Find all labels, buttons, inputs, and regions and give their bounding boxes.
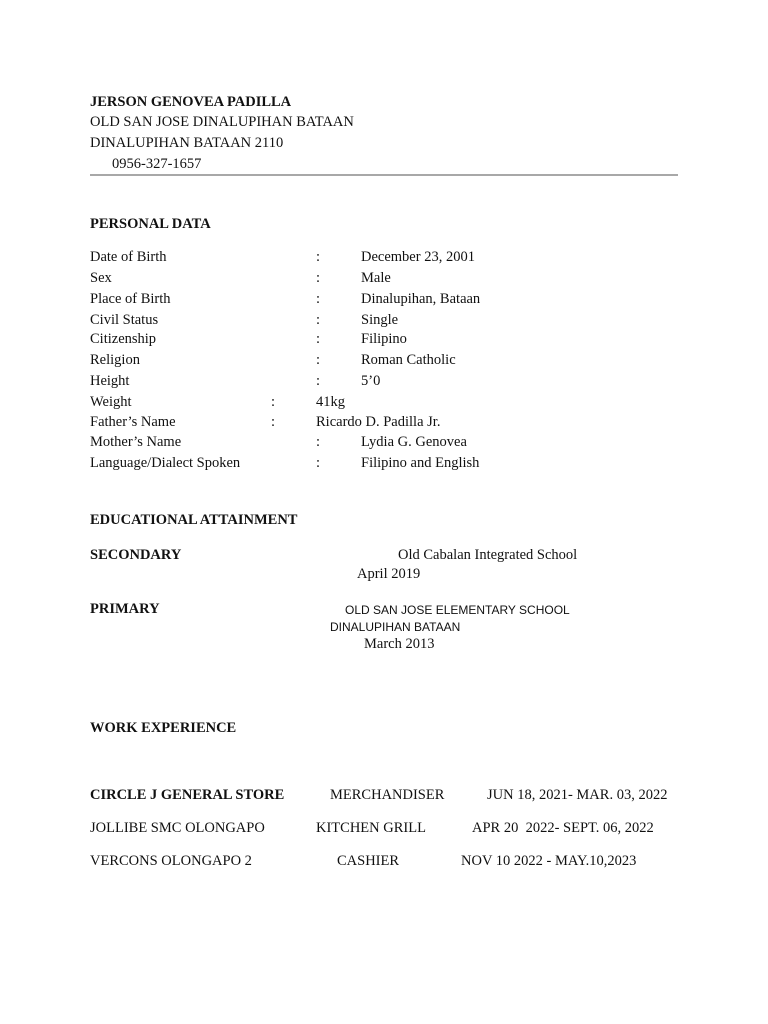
personal-label: Mother’s Name	[90, 434, 182, 450]
personal-value: Single	[361, 312, 399, 328]
personal-separator: :	[316, 455, 321, 471]
personal-label: Civil Status	[90, 312, 159, 328]
personal-label: Height	[90, 373, 130, 389]
primary-date: March 2013	[364, 636, 435, 652]
personal-separator: :	[316, 331, 321, 347]
personal-value: Roman Catholic	[361, 352, 456, 368]
personal-value: Male	[361, 270, 391, 286]
personal-value: 5’0	[361, 373, 381, 389]
secondary-date: April 2019	[357, 566, 421, 582]
personal-value: Lydia G. Genovea	[361, 434, 467, 450]
work-position: MERCHANDISER	[330, 787, 445, 803]
personal-label: Place of Birth	[90, 291, 171, 307]
personal-separator: :	[271, 394, 276, 410]
work-company: JOLLIBE SMC OLONGAPO	[90, 820, 265, 836]
personal-label: Date of Birth	[90, 249, 167, 265]
secondary-label: SECONDARY	[90, 547, 182, 563]
personal-separator: :	[316, 373, 321, 389]
personal-label: Sex	[90, 270, 112, 286]
personal-label: Weight	[90, 394, 132, 410]
address-line-1: OLD SAN JOSE DINALUPIHAN BATAAN	[90, 114, 354, 130]
address-line-2: DINALUPIHAN BATAAN 2110	[90, 135, 284, 151]
personal-separator: :	[316, 312, 321, 328]
personal-value: 41kg	[316, 394, 345, 410]
applicant-name: JERSON GENOVEA PADILLA	[90, 94, 292, 110]
personal-label: Religion	[90, 352, 140, 368]
work-company: CIRCLE J GENERAL STORE	[90, 787, 285, 803]
personal-label: Citizenship	[90, 331, 157, 347]
header-divider	[90, 174, 678, 176]
personal-value: Filipino	[361, 331, 407, 347]
work-experience-heading: WORK EXPERIENCE	[90, 720, 237, 736]
personal-separator: :	[271, 414, 276, 430]
work-dates: NOV 10 2022 - MAY.10,2023	[461, 853, 637, 869]
personal-label: Language/Dialect Spoken	[90, 455, 241, 471]
personal-separator: :	[316, 291, 321, 307]
personal-value: Ricardo D. Padilla Jr.	[316, 414, 441, 430]
personal-data-heading: PERSONAL DATA	[90, 216, 211, 232]
education-heading: EDUCATIONAL ATTAINMENT	[90, 512, 298, 528]
primary-label: PRIMARY	[90, 601, 160, 617]
personal-separator: :	[316, 434, 321, 450]
personal-value: Dinalupihan, Bataan	[361, 291, 481, 307]
primary-location: DINALUPIHAN BATAAN	[330, 620, 461, 634]
personal-separator: :	[316, 270, 321, 286]
work-dates: APR 20 2022- SEPT. 06, 2022	[472, 820, 654, 836]
primary-school: OLD SAN JOSE ELEMENTARY SCHOOL	[345, 603, 570, 617]
personal-label: Father’s Name	[90, 414, 176, 430]
personal-value: Filipino and English	[361, 455, 480, 471]
work-position: KITCHEN GRILL	[316, 820, 426, 836]
work-dates: JUN 18, 2021- MAR. 03, 2022	[487, 787, 668, 803]
phone-number: 0956-327-1657	[112, 156, 202, 172]
work-position: CASHIER	[337, 853, 400, 869]
secondary-school: Old Cabalan Integrated School	[398, 547, 578, 563]
personal-separator: :	[316, 352, 321, 368]
work-company: VERCONS OLONGAPO 2	[90, 853, 252, 869]
personal-separator: :	[316, 249, 321, 265]
personal-value: December 23, 2001	[361, 249, 475, 265]
